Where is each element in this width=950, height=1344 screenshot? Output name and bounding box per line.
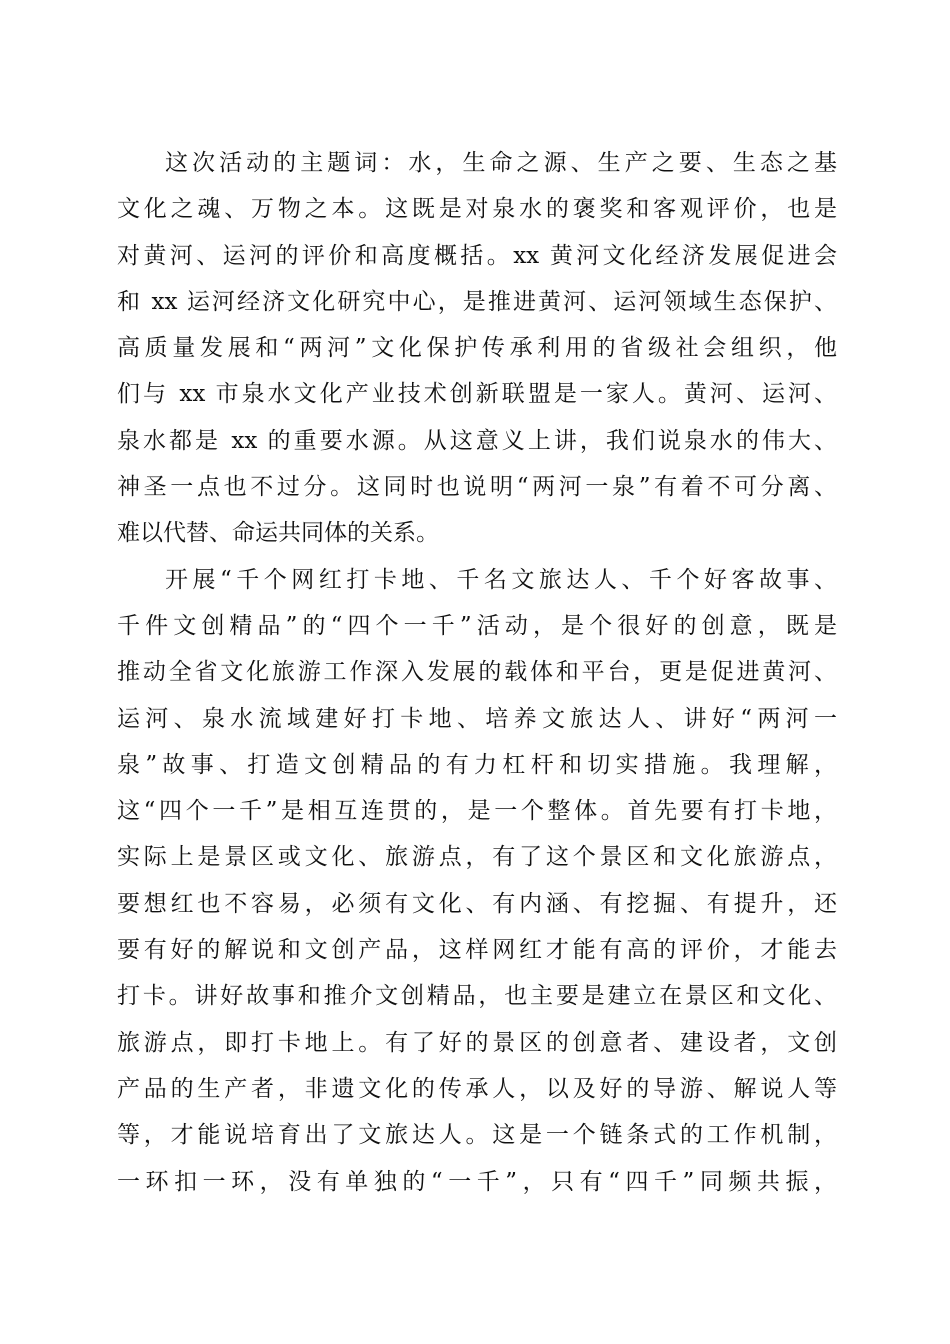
text-line: 高质量发展和“两河”文化保护传承利用的省级社会组织，他 (117, 335, 837, 362)
text-line: 运河、泉水流域建好打卡地、培养文旅达人、讲好“两河一 (117, 705, 837, 732)
text-line: 们与 xx 市泉水文化产业技术创新联盟是一家人。黄河、运河、 (117, 381, 837, 408)
text-line: 千件文创精品”的“四个一千”活动，是个很好的创意，既是 (117, 612, 837, 639)
text-line: 打卡。讲好故事和推介文创精品，也主要是建立在景区和文化、 (117, 983, 837, 1010)
text-line: 和 xx 运河经济文化研究中心，是推进黄河、运河领域生态保护、 (117, 288, 837, 315)
text-line: 对黄河、运河的评价和高度概括。xx 黄河文化经济发展促进会 (117, 242, 837, 269)
paragraph-theme (117, 140, 837, 557)
paragraph-four-thousands (117, 557, 837, 1205)
text-line: 神圣一点也不过分。这同时也说明“两河一泉”有着不可分离、 (117, 474, 837, 501)
text-line: 文化之魂、万物之本。这既是对泉水的褒奖和客观评价，也是 (117, 196, 837, 223)
document-body (117, 140, 837, 1205)
text-line: 这次活动的主题词：水，生命之源、生产之要、生态之基 (165, 150, 837, 176)
text-line: 泉水都是 xx 的重要水源。从这意义上讲，我们说泉水的伟大、 (117, 427, 837, 454)
text-line: 推动全省文化旅游工作深入发展的载体和平台，更是促进黄河、 (117, 659, 837, 686)
text-line: 泉”故事、打造文创精品的有力杠杆和切实措施。我理解， (117, 751, 837, 778)
text-line: 产品的生产者，非遗文化的传承人，以及好的导游、解说人等 (117, 1075, 837, 1102)
text-line: 要想红也不容易，必须有文化、有内涵、有挖掘、有提升，还 (117, 890, 837, 917)
text-line: 实际上是景区或文化、旅游点，有了这个景区和文化旅游点， (117, 844, 837, 871)
text-line: 这“四个一千”是相互连贯的，是一个整体。首先要有打卡地， (117, 798, 837, 825)
text-line: 旅游点，即打卡地上。有了好的景区的创意者、建设者，文创 (117, 1029, 837, 1056)
text-line: 开展“千个网红打卡地、千名文旅达人、千个好客故事、 (165, 566, 837, 593)
text-line: 要有好的解说和文创产品，这样网红才能有高的评价，才能去 (117, 937, 837, 964)
text-line: 难以代替、命运共同体的关系。 (117, 520, 439, 547)
text-line: 一环扣一环，没有单独的“一千”，只有“四千”同频共振， (117, 1168, 837, 1195)
text-line: 等，才能说培育出了文旅达人。这是一个链条式的工作机制， (117, 1122, 837, 1149)
